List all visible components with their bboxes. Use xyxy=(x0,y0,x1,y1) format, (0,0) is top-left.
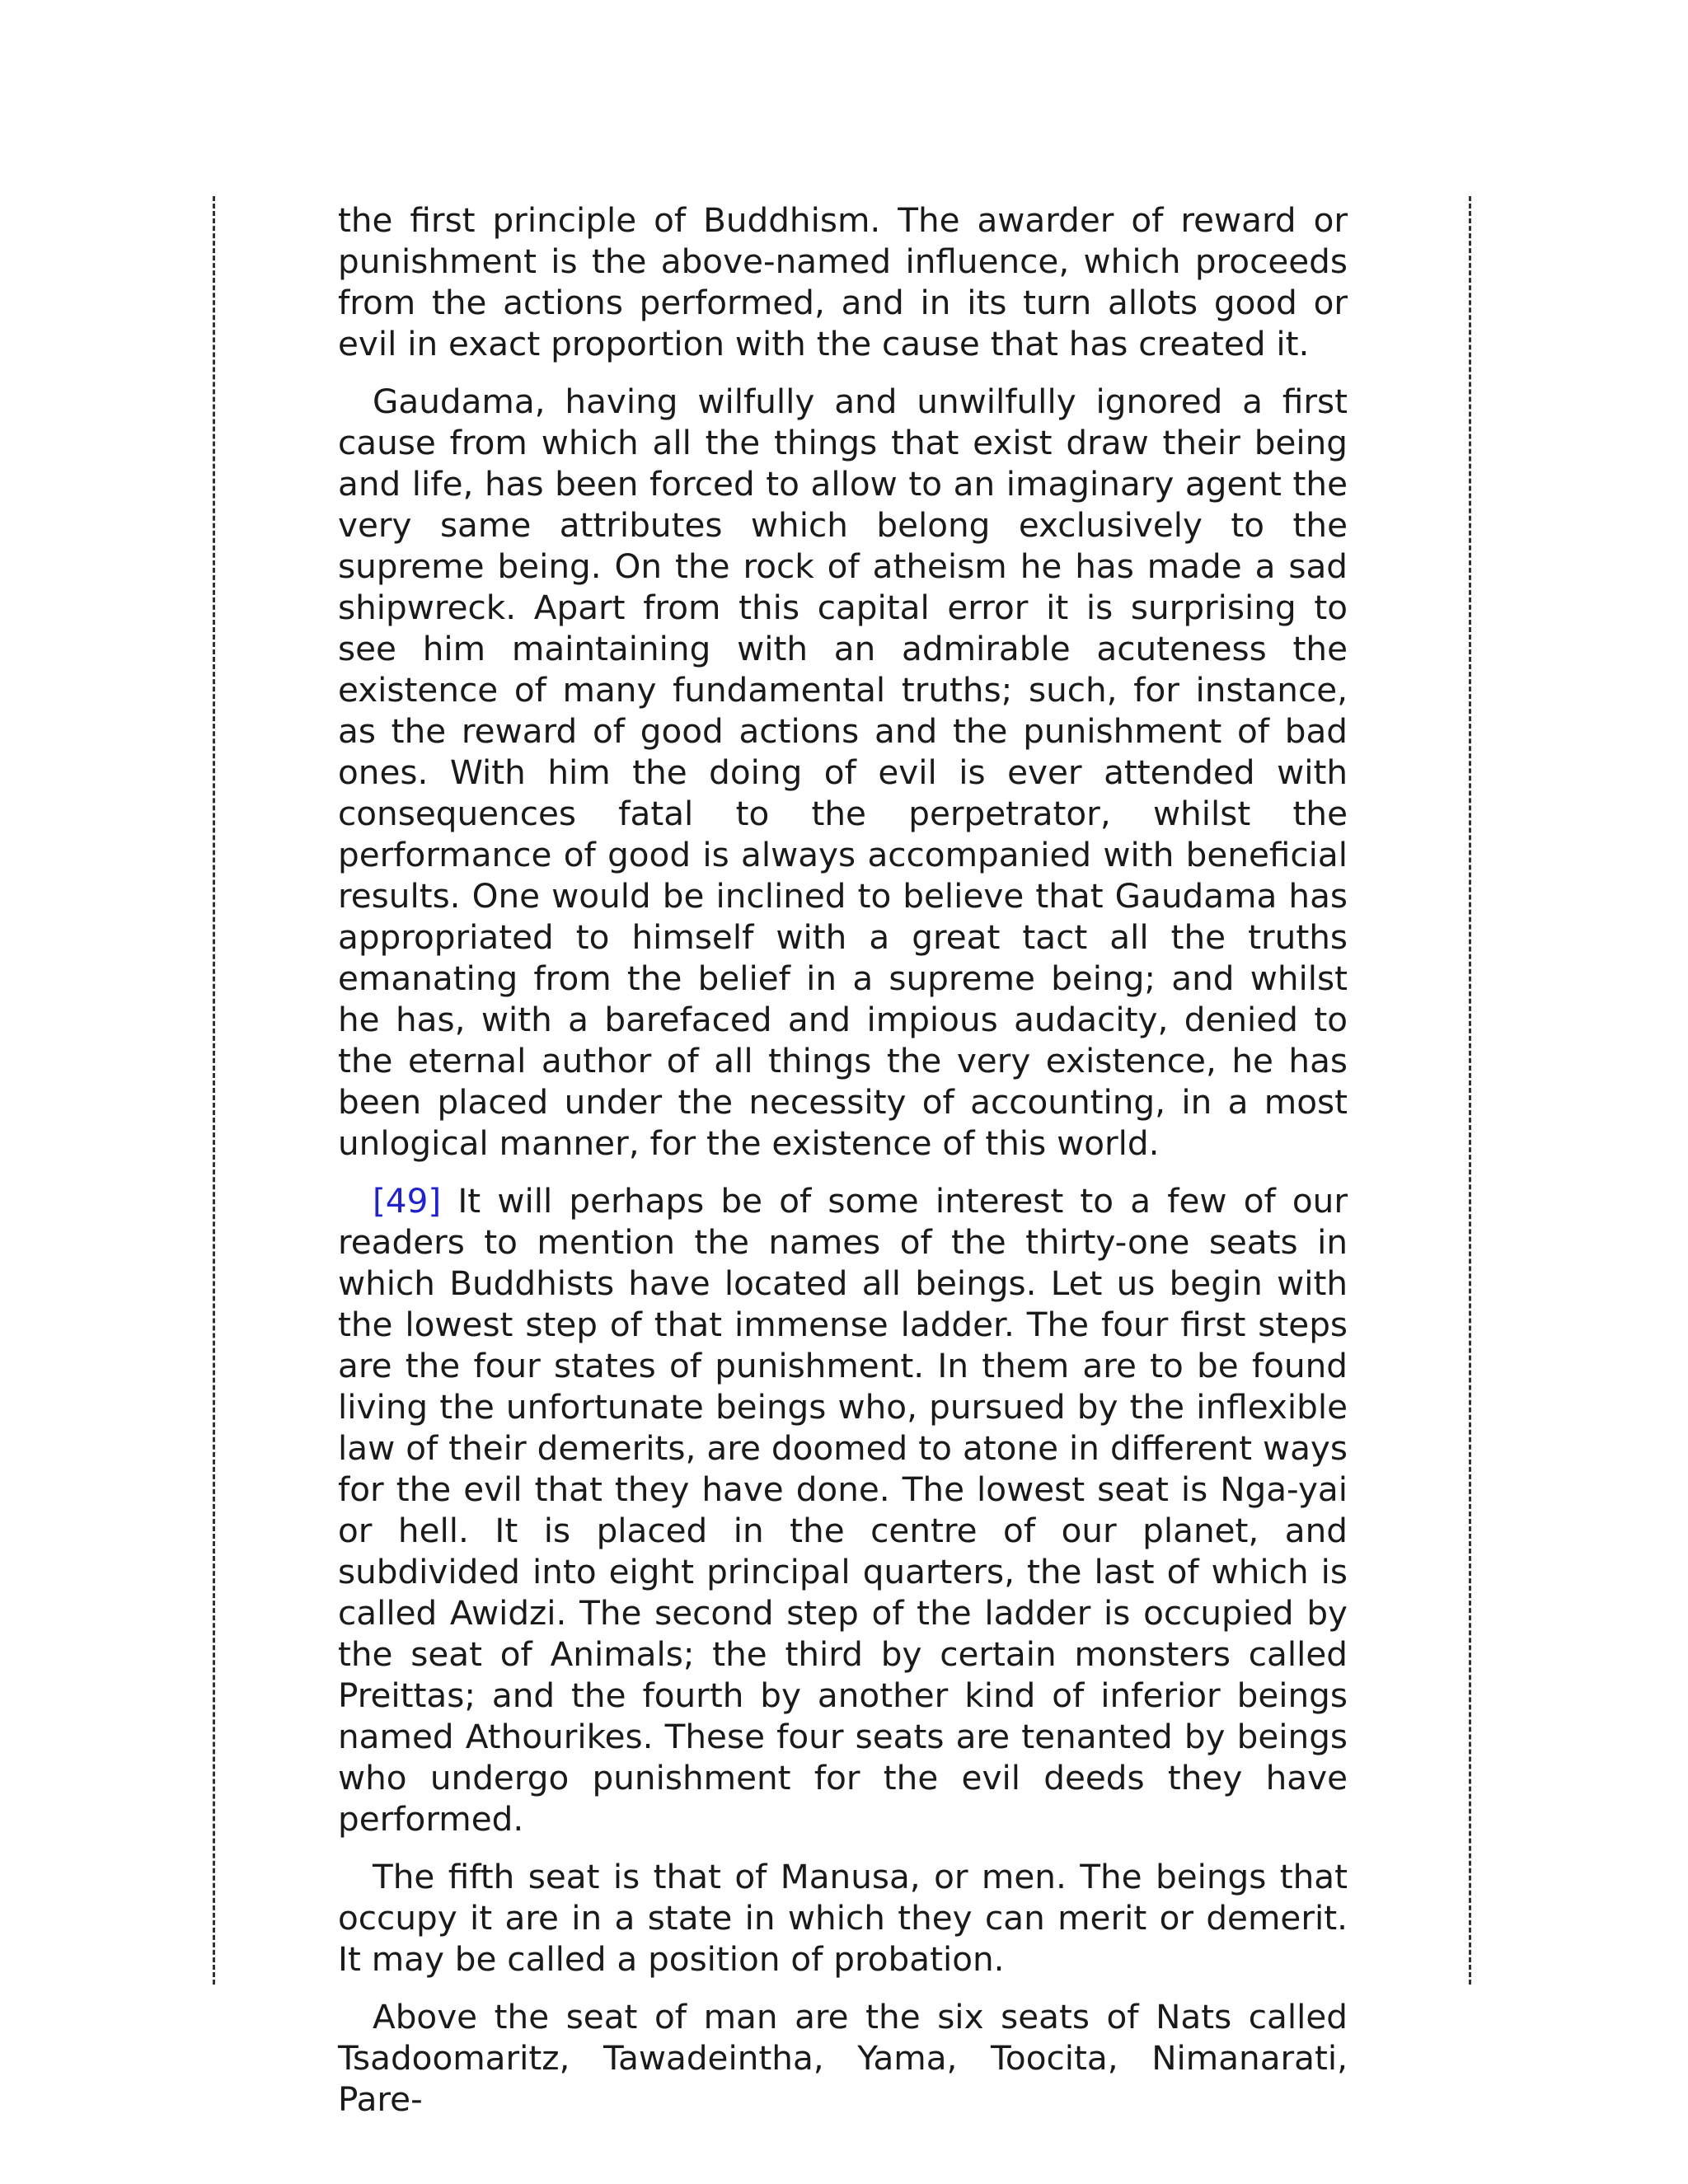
paragraph-2 xyxy=(338,381,1348,1164)
paragraph-4 xyxy=(338,1856,1348,1980)
left-margin-rule xyxy=(213,196,215,1985)
paragraph-3 xyxy=(338,1180,1348,1840)
paragraph-1 xyxy=(338,199,1348,364)
paragraph-text: Gaudama, having wilfully and unwilfully ignored a first cause from which all the things that exist draw their being and life, has been forced to allow to an imaginary agent the very same attributes which belong exclusively to the supreme being. On the rock of atheism he has made a sad shipwreck. Apart from this capital error it is surprising to see him maintaining with an admirable acuteness the existence of many fundamental truths; such, for instance, as the reward of good actions and the punishment of bad ones. With him the doing of evil is ever attended with consequences fatal to the perpetrator, whilst the performance of good is always accompanied with beneficial results. One would be inclined to believe that Gaudama has appropriated to himself with a great tact all the truths emanating from the belief in a supreme being; and whilst he has, with a barefaced and impious audacity, denied to the eternal author of all things the very existence, he has been placed under the necessity of accounting, in a most unlogical manner, for the existence of this world. xyxy=(338,382,1348,1163)
page-number-link[interactable]: [49] xyxy=(373,1181,442,1221)
paragraph-text: It will perhaps be of some interest to a few of our readers to mention the names of the thirty-one seats in which Buddhists have located all beings. Let us begin with the lowest step of that immense ladder. The four first steps are the four states of punishment. In them are to be found living the unfortunate beings who, pursued by the inflexible law of their demerits, are doomed to atone in different ways for the evil that they have done. The lowest seat is Nga-yai or hell. It is placed in the centre of our planet, and subdivided into eight principal quarters, the last of which is called Awidzi. The second step of the ladder is occupied by the seat of Animals; the third by certain monsters called Preittas; and the fourth by another kind of inferior beings named Athourikes. These four seats are tenanted by beings who undergo punishment for the evil deeds they have performed. xyxy=(338,1181,1348,1839)
paragraph-text: the first principle of Buddhism. The awarder of reward or punishment is the above-named influence, which proceeds from the actions performed, and in its turn allots good or evil in exact proportion with the cause that has created it. xyxy=(338,200,1348,363)
paragraph-text: Above the seat of man are the six seats of Nats called Tsadoomaritz, Tawadeintha, Yama, Toocita, Nimanarati, Pare- xyxy=(338,1997,1348,2119)
paragraph-5 xyxy=(338,1996,1348,2120)
page-text-column xyxy=(338,199,1348,2136)
paragraph-text: The fifth seat is that of Manusa, or men. The beings that occupy it are in a state in which they can merit or demerit. It may be called a position of probation. xyxy=(338,1857,1348,1979)
right-margin-rule xyxy=(1469,196,1471,1985)
